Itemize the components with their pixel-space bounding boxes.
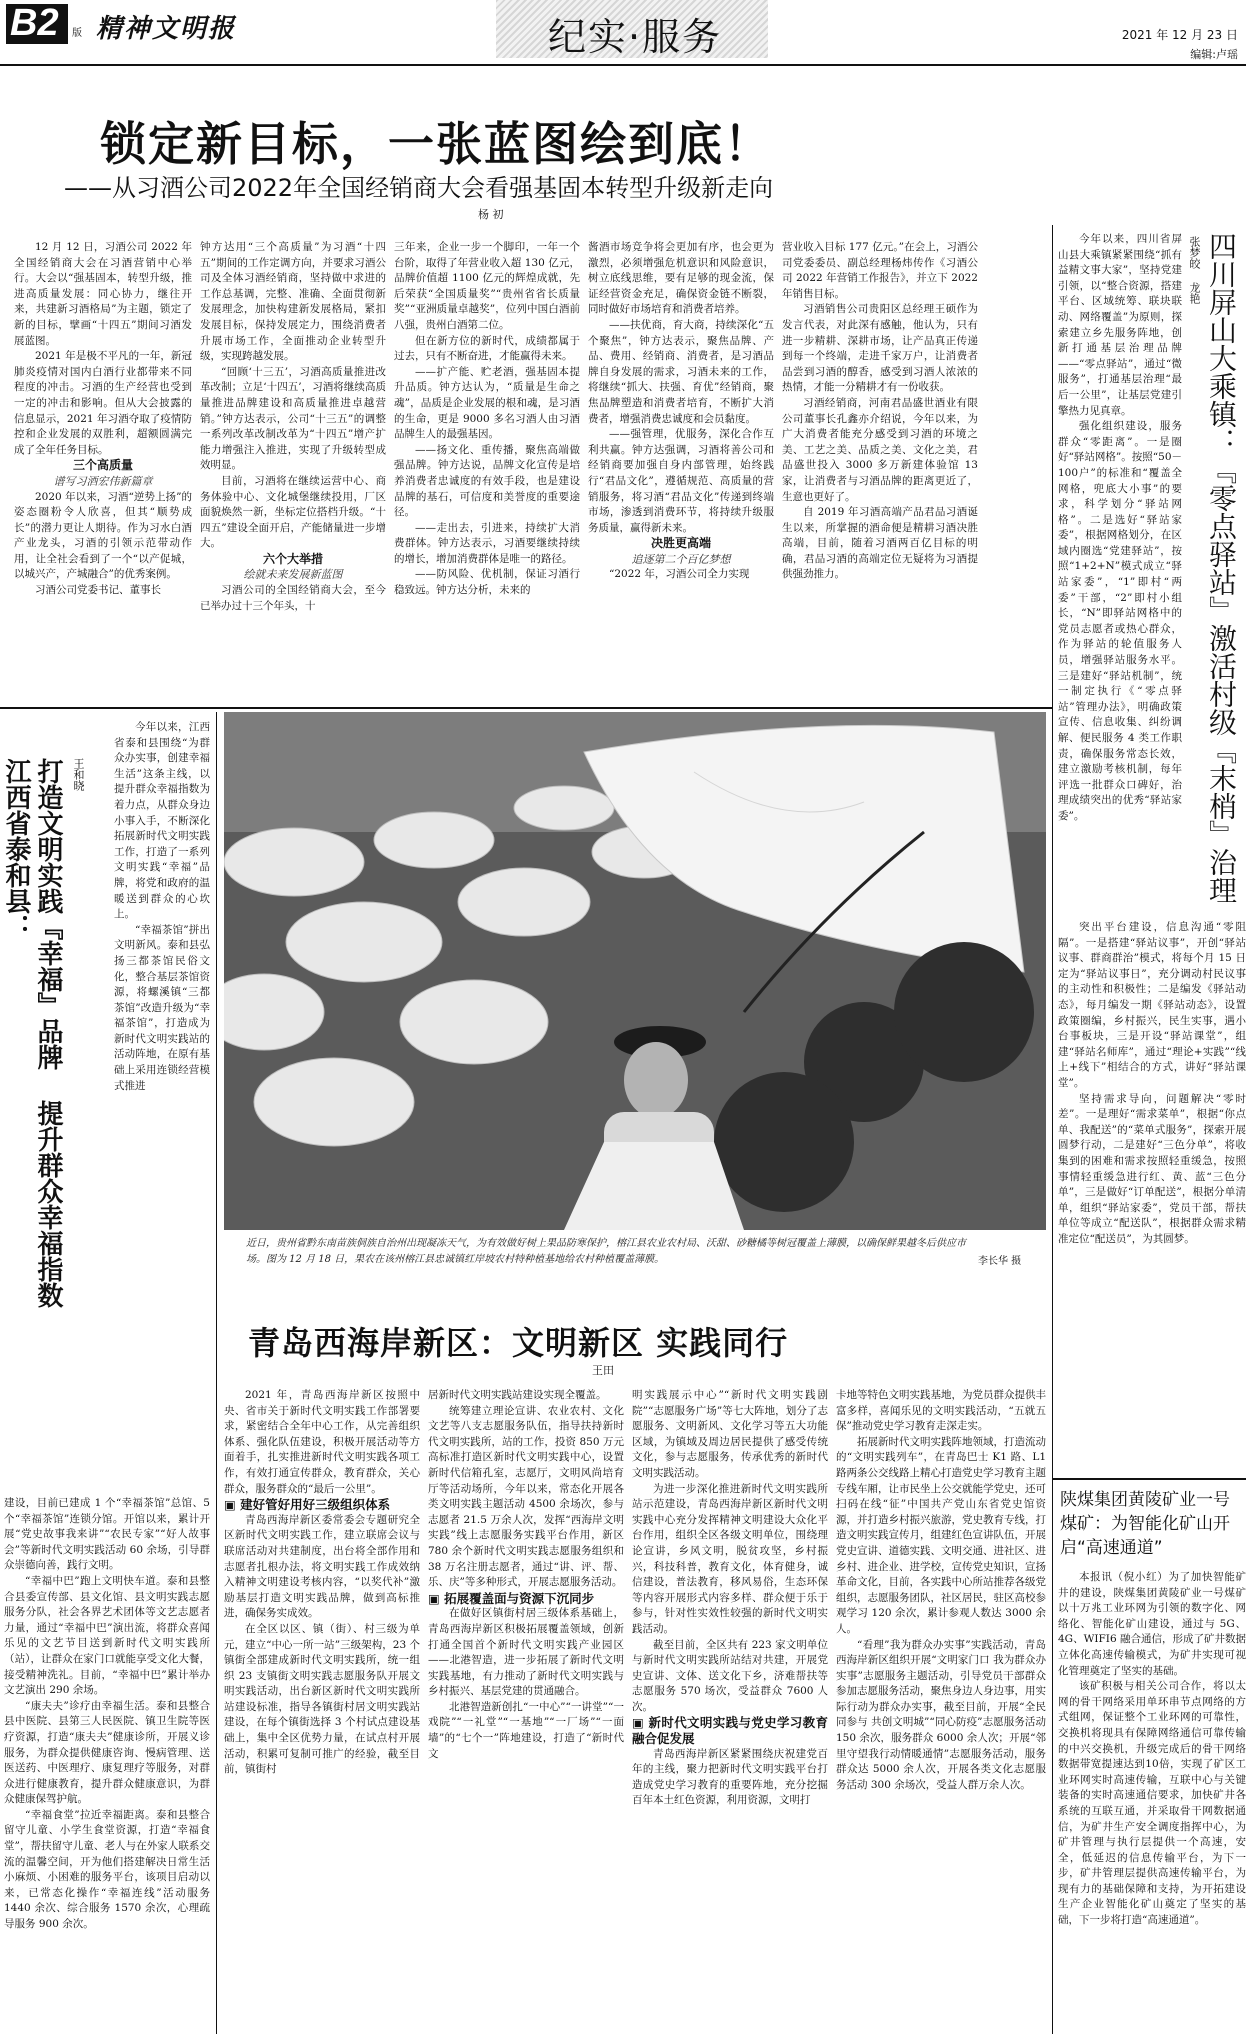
brief-top-rule: [1052, 1478, 1246, 1480]
lead-column-3: [394, 240, 580, 695]
paragraph: 习酒销售公司贵阳区总经理王硕作为发言代表，对此深有感触，他认为，只有进一步精耕、深耕市场，让产品真正传递到每一个终端，走进千家万户，让消费者品尝到习酒的醇香，感受到习酒人浓浓的热情，才能一分精耕才有一份收获。: [782, 303, 978, 394]
left-story-title-1: 江西省泰和县：: [1, 758, 31, 940]
editor-credit: 编辑:卢瑶: [1190, 48, 1238, 61]
right-story-author: 张梦皎 龙艳: [1188, 236, 1201, 304]
paragraph: “回顾‘十三五’，习酒高质量推进改革改制；立足‘十四五’，习酒将继续高质量推进品牌建设和高质量推进卓越营销。”钟方达表示，公司“十三五”的调整一系列改革改制改革为“十四五”增产扩能力增强注入推进，实现了升级转型成效明显。: [200, 365, 386, 472]
page-number-text: B2: [10, 2, 59, 44]
paragraph: 2021 年，青岛西海岸新区按照中央、省市关于新时代文明实践工作部署要求，紧密结合全年中心工作，从完善组织体系、强化队伍建设，积极开展活动等方面着手，扎实推进新时代文明实践各项工作，有效打通宣传群众，教育群众，关心群众，服务群众的“最后一公里”。: [224, 1389, 420, 1495]
paragraph: 为进一步深化推进新时代文明实践所站示范建设，青岛西海岸新区新时代文明实践中心充分发挥精神文明建设大众化平台作用，组织全区各级文明单位，围绕理论宣讲，乡风文明，脱贫攻坚，乡村振兴，科技科普，教育文化，体育健身，诚信建设，普法教育，移风易俗，生态环保等内容开展形式内容多样、群众便于乐于参与，针对性实效性较强的新时代文明实践活动。: [632, 1482, 828, 1635]
paragraph: 但在新方位的新时代，成绩都属于过去，只有不断奋进，才能赢得未来。: [394, 334, 580, 363]
news-photo: [224, 712, 1046, 1230]
right-story-body: [1058, 232, 1182, 912]
paragraph: 拓展新时代文明实践阵地领域，打造流动的“文明实践列车”，在青岛巴士 K1 路、L1 路两条公交线路上精心打造党史学习教育主题专线车厢，让市民坐上公交就能学党史，还可扫码在线“征”中国共产党山东省党史馆资源，并打造乡村振兴旅游，党史教育专线，打造文明实践宣传月，组建红色宣讲队伍，开展党史宣讲、道德实践、文明交通、进社区、进乡村、进企业、进学校，宣传党史知识，宣扬革命文化，目前，各实践中心所站推荐各级党组织，志愿服务团队，社区居民，驻区高校参观学习 120 余次，累计参观人数达 3000 余人。: [836, 1435, 1046, 1635]
paragraph: “幸福食堂”拉近幸福距离。泰和县整合留守儿童、小学生食堂资源，打造“幸福食堂”，帮扶留守儿童、老人与在外家人联系交流的温馨空间，开为他们搭建解决日常生活小麻烦、小困难的服务平台，该项目启动以来，已常态化操作“幸福连线”活动服务 1440 余次、综合服务 1570 余次，心理疏导服务 900 余次。: [4, 1808, 210, 1931]
lead-author: 杨 初: [478, 208, 504, 221]
paragraph: ——走出去，引进来，持续扩大消费群体。钟方达表示，习酒要继续持续的增长，增加消费群体是唯一的路径。: [394, 521, 580, 565]
paragraph: 强化组织建设，服务群众“零距离”。一是圈好“驿站网格”。按照“50－100户”的标准和“覆盖全网格，兜底大小事”的要求，科学划分“驿站网格”。二是选好“驿站家委”，根据网格划分，在区域内圈选“党建驿站”，按照“1+2+N”模式成立“驿站家委”，“1”即村“两委”干部，“2”即村小组长，“N”即驿站网格中的党员志愿者或热心群众，作为驿站的轮值服务人员，增强驿站服务水平。三是建好“驿站机制”，统一制定执行《“零点驿站”管理办法》，明确政策宣传、信息收集、纠纷调解、便民服务 4 类工作职责，确保服务常态长效，建立激励考核机制，每年评选一批群众口碑好，治理成绩突出的优秀“驿站家委”。: [1058, 420, 1182, 822]
paragraph: 2020 年以来，习酒“逆势上扬”的姿态圈粉令人欣喜，但其“顺势成长”的潜力更让人期待。作为习水白酒产业龙头，习酒的引领示范带动作用，让全社会看到了一个“以产促城，以城兴产，产城融合”的优秀案例。: [14, 490, 192, 581]
issue-date: 2021 年 12 月 23 日: [1121, 28, 1238, 42]
paragraph: 今年以来，四川省屏山县大乘镇紧紧围绕“抓有益精文事大家”，坚持党建引领，以“整合资源，搭建平台、区域统筹、联块联动、网络覆盖”为原则，探索建立乡先服务阵地，创新打通基层治理品牌——“零点驿站”，通过“微服务”，打通基层治理“最后一公里”，让基层党建引擎热力见真章。: [1058, 233, 1182, 417]
paragraph: 北港智造新创扎“一中心”“一讲堂”“一戏院”“一礼堂”“一基地”“一厂场”“一面墙”的“七个一”阵地建设，打造了“新时代文: [428, 1700, 624, 1760]
photo-illustration: [224, 712, 1046, 1230]
subhead-secondary: 谱写习酒宏伟新篇章: [53, 474, 153, 488]
subhead: 三个高质量: [72, 458, 133, 473]
paragraph: “康夫夫”诊疗由幸福生活。泰和县整合县中医院、县第三人民医院、镇卫生院等医疗资源，打造“康夫夫”健康诊所，开展义诊服务，为群众提供健康咨询、慢病管理、送医送药、中医理疗、康复理疗等服务，对群众进行健康教育，提升群众健康意识，为群众健康保驾护航。: [4, 1699, 210, 1806]
paragraph: 统筹建立理论宣讲、农业农村、文化文艺等八支志愿服务队伍，指导扶持新时代文明实践所，站的工作，投资 850 万元高标准打造区新时代文明实践中心，设置新时代信箱孔室，志愿厅，文明风尚培育厅等活动场所，今年以来，常态化开展各类文明实践主题活动 4500 余场次，参与志愿者 21.5 万余人次，发挥“西海岸文明实践”线上志愿服务实践平台作用，新区 780 余个新时代文明实践志愿服务组织和 38 万名注册志愿者，通过“讲、评、帮、乐、庆”等多种形式，开展志愿服务活动。: [428, 1404, 624, 1589]
bottom-column-2: [428, 1388, 624, 2032]
paragraph: ——防风险、优机制，保证习酒行稳致远。钟方达分析，未来的: [394, 568, 580, 597]
section-heading: ▣ 建好管好用好三级组织体系: [224, 1497, 391, 1513]
paragraph: 坚持需求导向，问题解决“零时差”。一是理好“需求菜单”，根据“你点单、我配送”的“菜单式服务”，探索开展圆梦行动，二是建好“三色分单”，将收集到的困难和需求按照轻重缓急，按照事情轻重缓急进行红、黄、蓝“三色分单”，三是做好“订单配送”，根据分单清单，组织“驿站家委”，党员干部，帮扶单位等成立“配送队”，根据群众需求精准定位“配送员”，为其圆梦。: [1058, 1092, 1246, 1245]
bottom-column-3: [632, 1388, 828, 2032]
bottom-column-1: [224, 1388, 420, 2032]
paragraph: 习酒经销商，河南君品盛世酒业有限公司董事长孔鑫亦介绍说，今年以来，为广大消费者能充分感受到习酒的环境之美、工艺之美、品质之美、文化之美，君品盛世投入 3000 多万新建体验馆 13 家，让消费者与习酒品牌的距离更近了，生意也更好了。: [782, 396, 978, 503]
right-column-divider: [1052, 225, 1053, 2034]
subhead-secondary: 绘就未来发展新蓝图: [243, 568, 343, 582]
lead-subtitle: ——从习酒公司2022年全国经销商大会看强基固本转型升级新走向: [64, 174, 774, 202]
paragraph: 习酒公司党委书记、董事长: [35, 584, 161, 597]
paper-name: 精神文明报: [96, 14, 237, 44]
lead-column-4: [588, 240, 774, 695]
paragraph: 12 月 12 日，习酒公司 2022 年全国经销商大会在习酒营销中心举行。大会以“强基固本，转型升级，推进高质量发展：同心协力，继往开来，共建新习酒格局”为主题，锁定了新的目标，擘画“十四五”期间习酒发展蓝图。: [14, 241, 192, 347]
paragraph: 截至目前，全区共有 223 家文明单位与新时代文明实践所站结对共建，开展党史宣讲、文体、送文化下乡，济难帮扶等志愿服务 570 场次，受益群众 7600 人次。: [632, 1638, 828, 1713]
paragraph: 明实践展示中心”“新时代文明实践剧院”“志愿服务广场”等七大阵地，划分了志愿服务、文明新风、文化学习等五大功能区域，为镇域及周边居民提供了感受传统文化，参与志愿服务，传承优秀的新时代文明实践活动。: [632, 1389, 828, 1479]
brief-title: 陕煤集团黄陵矿业一号煤矿：为智能化矿山开启“高速通道”: [1060, 1490, 1230, 1558]
paragraph: 习酒公司的全国经销商大会，至今已举办过十三个年头，十: [200, 584, 386, 612]
photo-caption: 近日，贵州省黔东南苗族侗族自治州出现凝冻天气，为有效做好树上果品防寒保护，榕江县农业农村局、沃甜、砂糖橘等树冠覆盖上薄膜，以确保鲜果越冬后供应市场。图为 12 月 18 日，果农在该州榕江县忠诚镇红岸坡农村特种植基地给农村种植覆盖薄膜。: [246, 1238, 966, 1265]
paragraph: 三年来，企业一步一个脚印，一年一个台阶，取得了年营业收入超 130 亿元，品牌价值超 1100 亿元的辉煌成就，先后荣获“全国质量奖”“贵州省省长质量奖”“亚洲质量卓越奖”，位列中国白酒前八强，贵州白酒第二位。: [394, 241, 580, 331]
masthead: [0, 0, 1246, 64]
section-title: 纪实·服务: [547, 15, 723, 59]
paragraph: “2022 年，习酒公司全力实现: [609, 568, 750, 581]
subhead: 决胜更高端: [650, 536, 711, 551]
paragraph: 目前，习酒将在继续运营中心、商务体验中心、文化城堡继续投用，厂区面貌焕然一新，坐标定位搭档升级。“十四五”建设全面开启，产能储量进一步增大。: [200, 474, 386, 550]
paragraph: 今年以来，江西省泰和县围绕“为群众办实事，创建幸福生活”这条主线，以提升群众幸福指数为着力点，从群众身边小事入手，不断深化拓展新时代文明实践工作，打造了一系列文明实践“幸福”品牌，将党和政府的温暖送到群众的心坎上。: [114, 721, 210, 921]
paragraph: ——强管理，优服务，深化合作互利共赢。钟方达强调，习酒将善公司和经销商要加强自身内部管理，始终践行“君品文化”，遵循规范、高质量的营销服务，将习酒“君品文化”传递到终端市场，渗透到消费环节，将持续升级服务质量，赢得新未来。: [588, 428, 774, 534]
photo-credit: 李长华 摄: [978, 1256, 1022, 1267]
paragraph: 卡地等特色文明实践基地，为党员群众提供丰富多样，喜闻乐见的文明实践活动，“五就五保”推动党史学习教育走深走实。: [836, 1389, 1046, 1433]
paragraph: 酱酒市场竞争将会更加有序，也会更为激烈，必须增强危机意识和风险意识，树立底线思维，要有足够的现金流，保证经营资金充足，确保资金链不断裂，同时做好市场培育和消费者培养。: [588, 241, 774, 316]
paragraph: 居新时代文明实践站建设实现全覆盖。: [428, 1389, 607, 1401]
left-column-divider: [216, 712, 217, 2034]
subhead-secondary: 追逐第二个百亿梦想: [631, 552, 731, 566]
paragraph: 青岛西海岸新区紧紧围绕庆祝建党百年的主线，聚力把新时代文明实践平台打造成党史学习教育的重要阵地，充分挖掘百年本土红色资源，利用资源，文明打: [632, 1747, 828, 1807]
paragraph: “幸福中巴”跑上文明快车道。泰和县整合县委宣传部、县文化馆、县文明实践志愿服务分队，社会各界艺术团体等文艺志愿者力量，通过“幸福中巴”演出流，将群众喜闻乐见的文艺节目送到新时代文明实践所（站），让群众在家门口就能享受文化大餐，接受精神洗礼。目前，“幸福中巴”累计举办文艺演出 290 余场。: [4, 1574, 210, 1697]
paragraph: 在做好区镇街村居三级体系基础上，青岛西海岸新区积极拓展覆盖领域，创新打通全国首个新时代文明实践产业园区——北港智造，进一步拓展了新时代文明实践基地，有力推动了新时代文明实践与乡村振兴、基层党建的贯通融合。: [428, 1607, 624, 1698]
paragraph: 突出平台建设，信息沟通“零阻隔”。一是搭建“驿站议事”，开创“驿站议事、群商群治”模式，将每个月 15 日定为“驿站议事日”，充分调动村民议事的主动性和积极性；二是编发《驿站动态》，每月编发一期《驿站动态》，设置政策圈编，乡村振兴，民生实事，遇小台事板块，三是开设“驿站课堂”，组建“驿站名师库”，通过“理论+实践”“线上+线下”相结合的方式，讲好“驿站课堂”。: [1058, 921, 1246, 1089]
paragraph: 青岛西海岸新区委常委会专题研究全区新时代文明实践工作，建立联席会议与联席活动对共建制度，出台将全部作用和志愿者扎根办法，将文明实践工作成效纳入精神文明建设考核内容，“以奖代补”激励基层打造文明实践品牌，做到高标推进，确保务实成效。: [224, 1513, 420, 1620]
masthead-rule: [0, 64, 1246, 66]
paragraph: 钟方达用“三个高质量”为习酒“十四五”期间的工作定调方向，并要求习酒公司及全体习酒经销商，坚持做中求进的工作总基调，完整、准确、全面贯彻新发展理念，加快构建新发展格局，紧扣发展目标，保持发展定力，围绕消费者升展市场工作，全面推动企业转型升级，实现跨越发展。: [200, 241, 386, 363]
lead-column-2: [200, 240, 386, 695]
paragraph: 该矿积极与相关公司合作，将以太网的骨干网络采用单环串节点网络的方式组网，保证整个工业环网的可靠性，交换机将现具有保障网络通信可靠传输的中兴交换机，升级完成后的骨干网络数据带宽提速达到10倍，实现了矿区工业环网实时高速传输，互联中心与关键装备的实时高速通信要求，加快矿井各系统的互联互通，并采取骨干网数据通信，为矿井生产安全调度指挥中心，为矿井管理与执行层提供一个高速，安全，低延迟的信息传输平台，为下一步，矿井管理层提供高速传输平台，为现有力的基础保障和支持，为开拓建设生产企业智能化矿山奠定了坚实的基础，下一步将打造“高速通道”。: [1058, 1680, 1246, 1927]
paragraph: “看理”我为群众办实事”实践活动，青岛西海岸新区组织开展“文明家门口 我为群众办实事”志愿服务主题活动，引导党员干部群众参加志愿服务活动，聚焦身边人身边事，用实际行动为群众办实事，截至目前，开展“全民同参与 共创文明城”“同心防疫”志愿服务活动 150 余次，服务群众 6000 余人次；开展“邻里守望我行动情暖通情”志愿服务活动，服务群众达 5000 余人次，开展各类文化志愿服务活动 300 余场次，受益人群万余人次。: [836, 1638, 1046, 1791]
lead-column-1: [14, 240, 192, 695]
bottom-column-4: [836, 1388, 1046, 2032]
subhead: 六个大举措: [262, 551, 323, 566]
paragraph: 在全区以区、镇（街）、村三级为单元，建立“中心一所一站”三级架构，23 个镇街全部建成新时代文明实践所，统一组织 23 支镇街文明实践志愿服务队开展文明实践活动，出台新区新时代文明实践所站建设标准，指导各镇街村居文明实践站建设，在每个镇街选择 3 个村试点建设基础上，集中全区优势力量，在试点村开展活动，积累可复制可推广的经验，截至目前，镇街村: [224, 1622, 420, 1776]
page-suffix: 版: [72, 28, 82, 39]
lead-column-5: [782, 240, 978, 695]
paragraph: 自 2019 年习酒高端产品君品习酒诞生以来，所掌握的酒命便是精耕习酒决胜高端，目前，随着习酒两百亿目标的明确，君品习酒的高端定位无疑将为习酒提供强劲推力。: [782, 506, 978, 581]
bottom-title: 青岛西海岸新区：文明新区 实践同行: [248, 1324, 789, 1362]
right-story-title: 四川屏山大乘镇：『零点驿站』激活村级『末梢』治理: [1205, 232, 1238, 904]
paragraph: 营业收入目标 177 亿元。”在会上，习酒公司党委委员、副总经理杨炜传作《习酒公司 2022 年营销工作报告》，并立下 2022 年销售目标。: [782, 241, 978, 300]
left-story-author: 王和晓: [72, 758, 85, 791]
section-heading: ▣ 拓展覆盖面与资源下沉同步: [428, 1590, 595, 1606]
left-story-body: [114, 720, 210, 1490]
lead-bottom-rule: [0, 707, 1052, 709]
lead-title: 锁定新目标，一张蓝图绘到底！: [100, 117, 772, 171]
paragraph: 本报讯（倪小红）为了加快智能矿井的建设，陕煤集团黄陵矿业一号煤矿以十万兆工业环网为引领的数字化、网络化、智能化矿山建设，通过与 5G、4G、WIFI6 融合通信，形成了矿井数据立体化高速传输模式，为矿井实现可视化管理奠定了坚实的基础。: [1058, 1571, 1246, 1677]
paragraph: 建设，目前已建成 1 个“幸福茶馆”总馆、5 个“幸福茶馆”连锁分馆。开馆以来，累计开展“党史故事我来讲”“农民专家”“好人故事会”等新时代文明实践活动 60 余场，引导群众崇德向善，践行文明。: [4, 1497, 210, 1572]
paragraph: 2021 年是极不平凡的一年，新冠肺炎疫情对国内白酒行业都带来不同程度的冲击。习酒的生产经营也受到一定的冲击和影响。但从大会披露的信息显示，2021 年习酒夺取了疫情防控和企业发展的双胜利，超额圆满完成了全年任务目标。: [14, 350, 192, 456]
left-story-title-2: 打造文明实践『幸福』品牌 提升群众幸福指数: [33, 758, 63, 1308]
paragraph: ——扬文化、重传播，聚焦高端做强品牌。钟方达说，品牌文化宣传是培养消费者忠诚度的有效手段，也是建设品牌的基石，可信度和美誉度的重要途径。: [394, 443, 580, 519]
paragraph: “幸福茶馆”拼出文明新风。泰和县弘扬三都茶馆民俗文化，整合基层茶馆资源，将螺溪镇“三都茶馆”改造升级为“幸福茶馆”，打造成为新时代文明实践站的活动阵地，在原有基础上采用连锁经营模式推进: [114, 923, 210, 1092]
brief-body: [1058, 1570, 1246, 2030]
bottom-author: 王田: [592, 1364, 614, 1377]
paragraph: ——扩产能、贮老酒，强基固本提升品质。钟方达认为，“质量是生命之魂”，品质是企业发展的根和魂，是习酒的生命，更是 9000 多名习酒人由习酒品牌生人的最强基因。: [394, 365, 580, 441]
paragraph: ——扶优商，育大商，持续深化“五个聚焦”，钟方达表示，聚焦品牌、产品、费用、经销商、消费者，是习酒品牌自身发展的需求，习酒未来的工作，将继续“抓大、扶强、育优”经销商，聚焦品牌塑造和消费者培育，不断扩大消费者，增强消费忠诚度和会员黏度。: [588, 318, 774, 425]
section-heading: ▣ 新时代文明实践与党史学习教育融合促发展: [632, 1715, 828, 1747]
left-story-body-2: [4, 1496, 210, 2030]
right-story-body-2: [1058, 920, 1246, 1468]
